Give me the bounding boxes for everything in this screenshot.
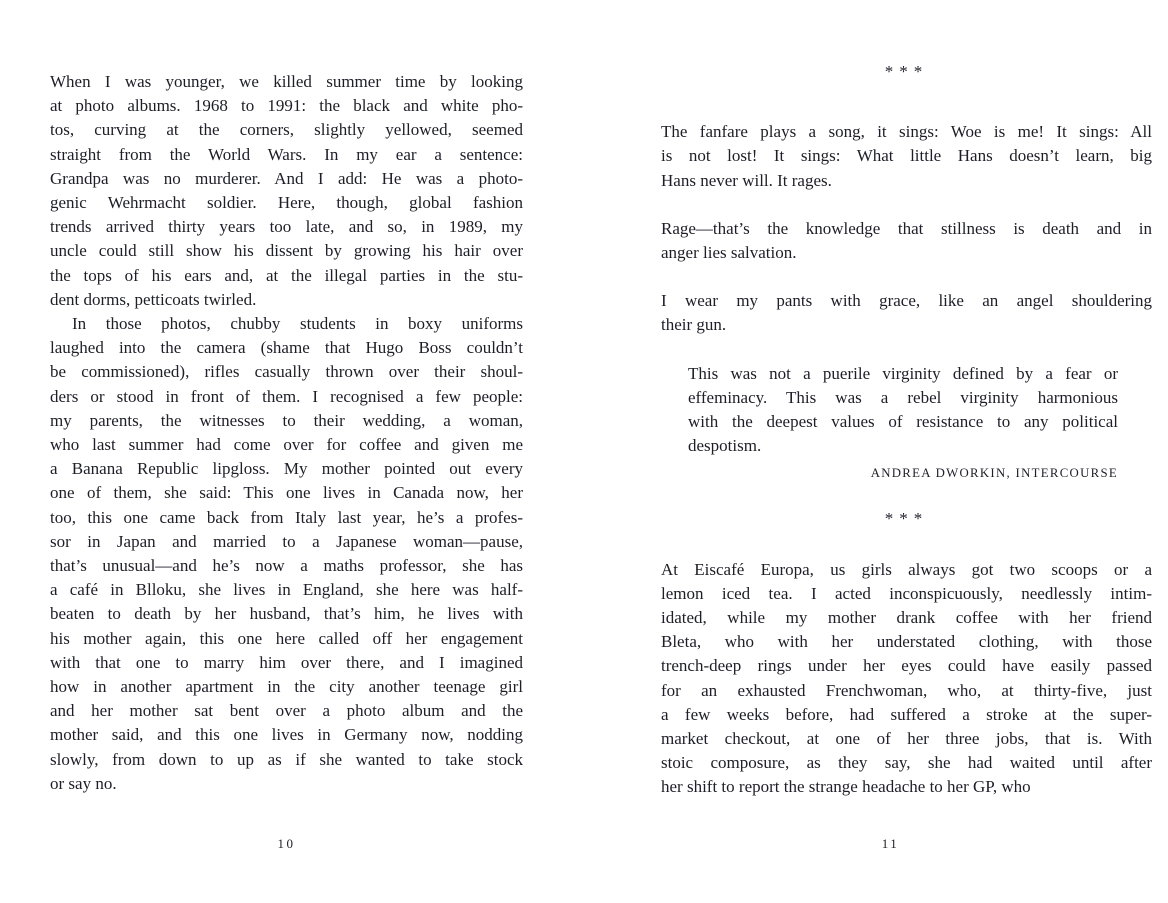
text-line: laughed into the camera (shame that Hugo Boss couldn’t [50, 338, 523, 358]
page-right-text-column [661, 60, 1152, 800]
text-line: her shift to report the strange headache to her GP, who [661, 777, 1031, 797]
body-paragraph [661, 120, 1152, 193]
text-line: Rage—that’s the knowledge that stillness is death and in [661, 218, 1152, 238]
text-line: his mother again, this one here called off her engagement [50, 628, 523, 648]
text-line: how in another apartment in the city another teenage girl [50, 677, 523, 697]
text-line: ders or stood in front of them. I recognised a few people: [50, 386, 523, 406]
text-line: genic Wehrmacht soldier. Here, though, global fashion [50, 193, 523, 213]
text-line: mother said, and this one lives in Germany now, nodding [50, 725, 523, 745]
text-line: stoic composure, as they say, she had waited until after [661, 753, 1152, 773]
text-line: a café in Blloku, she lives in England, she here was half- [50, 580, 523, 600]
body-paragraph [661, 289, 1152, 337]
text-line: with that one to marry him over there, and I imagined [50, 652, 523, 672]
text-line: straight from the World Wars. In my ear a sentence: [50, 144, 523, 164]
text-line: Grandpa was no murderer. And I add: He was a photo- [50, 168, 523, 188]
text-line: their gun. [661, 315, 727, 335]
text-line: Hans never will. It rages. [661, 170, 832, 190]
text-line: for an exhausted Frenchwoman, who, at thirty-five, just [661, 680, 1152, 700]
text-line: Bleta, who with her understated clothing, with those [661, 632, 1152, 652]
text-line: This was not a puerile virginity defined by a fear or [688, 363, 1118, 383]
section-break: *** [884, 62, 929, 81]
text-line: uncle could still show his dissent by growing his hair over [50, 241, 523, 261]
text-line: idated, while my mother drank coffee with her friend [661, 608, 1152, 628]
text-line: or say no. [50, 773, 117, 793]
text-line: effeminacy. This was a rebel virginity harmonious [688, 387, 1118, 407]
text-line: a few weeks before, had suffered a stroke at the super- [661, 704, 1152, 724]
page-left-text-column [50, 70, 523, 796]
body-paragraph [50, 312, 523, 796]
section-break: *** [884, 509, 929, 529]
text-line: is not lost! It sings: What little Hans doesn’t learn, big [661, 146, 1152, 166]
text-line: I wear my pants with grace, like an angel shouldering [661, 291, 1152, 311]
text-line: who last summer had come over for coffee and given me [50, 435, 523, 455]
text-line: tos, curving at the corners, slightly yellowed, seemed [50, 120, 523, 140]
text-line: slowly, from down to up as if she wanted to take stock [50, 749, 523, 769]
text-line: at photo albums. 1968 to 1991: the black and white pho- [50, 96, 523, 116]
text-line: trench-deep rings under her eyes could have easily passed [661, 656, 1152, 676]
text-line: dent dorms, petticoats twirled. [50, 289, 257, 309]
text-line: my parents, the witnesses to their wedding, a woman, [50, 410, 523, 430]
block-quote [688, 362, 1118, 459]
text-line: sor in Japan and married to a Japanese woman—pause, [50, 531, 523, 551]
text-line: trends arrived thirty years too late, and so, in 1989, my [50, 217, 523, 237]
page-number-right: 11 [881, 836, 900, 851]
text-line: At Eiscafé Europa, us girls always got two scoops or a [661, 559, 1152, 579]
page-number-left: 10 [277, 836, 296, 851]
text-line: a Banana Republic lipgloss. My mother pointed out every [50, 459, 523, 479]
text-line: be commissioned), rifles casually thrown over their shoul- [50, 362, 523, 382]
text-line: When I was younger, we killed summer time by looking [50, 72, 523, 91]
text-line: and her mother sat bent over a photo album and the [50, 701, 523, 721]
text-line: In those photos, chubby students in boxy uniforms [72, 314, 523, 334]
text-line: market checkout, at one of her three jobs, that is. With [661, 729, 1152, 749]
text-line: despotism. [688, 436, 762, 456]
quote-attribution: ANDREA DWORKIN, INTERCOURSE [870, 466, 1118, 481]
text-line: with the deepest values of resistance to any political [688, 412, 1118, 432]
body-paragraph [661, 217, 1152, 265]
text-line: beaten to death by her husband, that’s him, he lives with [50, 604, 523, 624]
text-line: the tops of his ears and, at the illegal parties in the stu- [50, 265, 523, 285]
text-line: one of them, she said: This one lives in Canada now, her [50, 483, 523, 503]
text-line: that’s unusual—and he’s now a maths professor, she has [50, 556, 523, 576]
body-paragraph [50, 70, 523, 312]
text-line: The fanfare plays a song, it sings: Woe is me! It sings: All [661, 122, 1152, 142]
text-line: lemon iced tea. I acted inconspicuously, needlessly intim- [661, 583, 1152, 603]
text-line: too, this one came back from Italy last year, he’s a profes- [50, 507, 523, 527]
text-line: anger lies salvation. [661, 243, 797, 263]
body-paragraph [661, 558, 1152, 800]
